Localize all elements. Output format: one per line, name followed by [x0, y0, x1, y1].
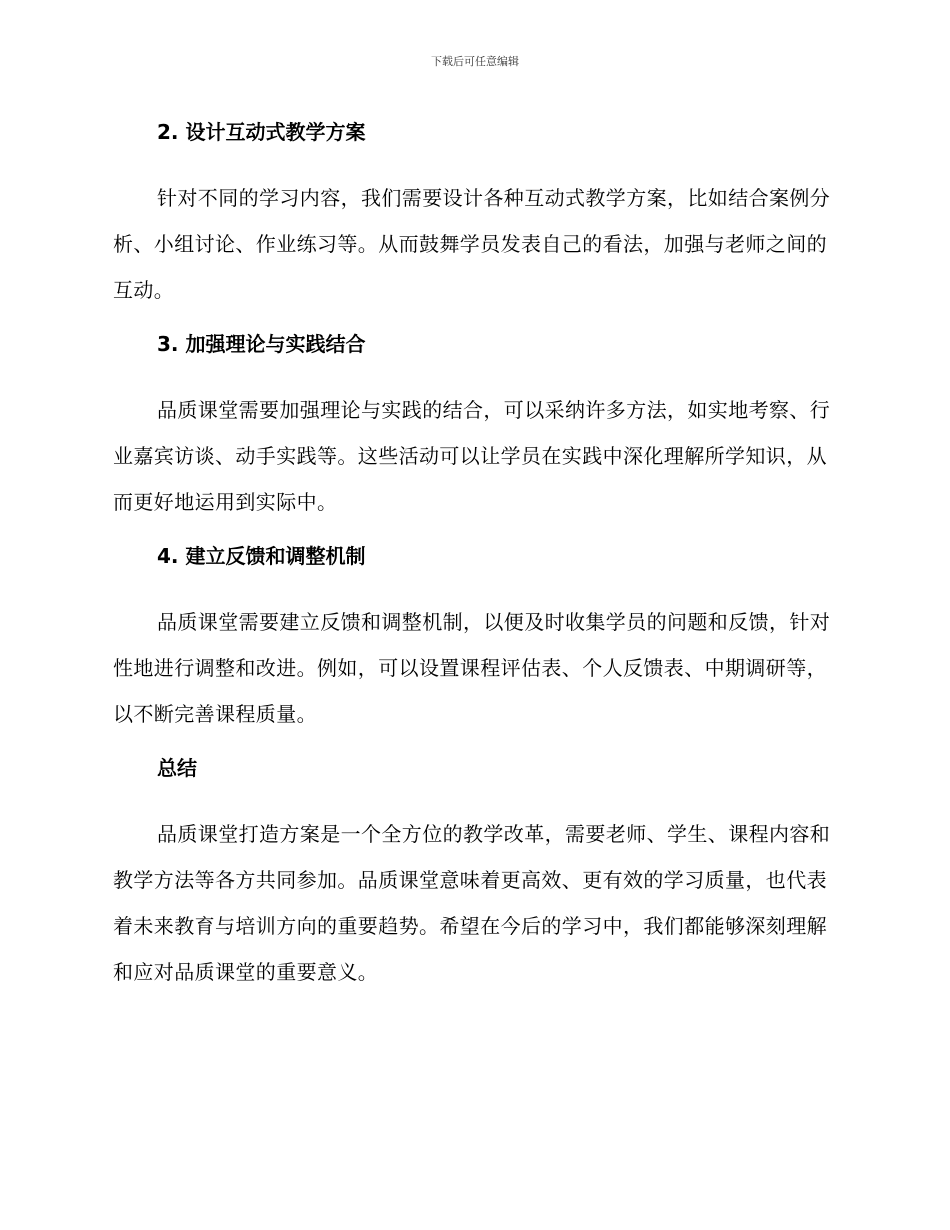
document-body: [113, 112, 833, 995]
section-body-feedback-mechanism: 品质课堂需要建立反馈和调整机制，以便及时收集学员的问题和反馈，针对性地进行调整和改进。例如，可以设置课程评估表、个人反馈表、中期调研等，以不断完善课程质量。: [113, 610, 831, 726]
section-body-summary: 品质课堂打造方案是一个全方位的教学改革，需要老师、学生、课程内容和教学方法等各方共同参加。品质课堂意味着更高效、更有效的学习质量，也代表着未来教育与培训方向的重要趋势。希望在今后的学习中，我们都能够深刻理解和应对品质课堂的重要意义。: [113, 822, 831, 984]
section-body-interactive-teaching: 针对不同的学习内容，我们需要设计各种互动式教学方案，比如结合案例分析、小组讨论、作业练习等。从而鼓舞学员发表自己的看法，加强与老师之间的互动。: [113, 186, 831, 302]
section-heading-summary: 总结: [157, 756, 197, 780]
section-heading-theory-practice: 3. 加强理论与实践结合: [157, 332, 366, 356]
section-body-theory-practice: 品质课堂需要加强理论与实践的结合，可以采纳许多方法，如实地考察、行业嘉宾访谈、动手实践等。这些活动可以让学员在实践中深化理解所学知识，从而更好地运用到实际中。: [113, 398, 831, 514]
section-heading-feedback-mechanism: 4. 建立反馈和调整机制: [157, 544, 366, 568]
section-heading-interactive-teaching: 2. 设计互动式教学方案: [157, 120, 366, 144]
page-header-note: 下载后可任意编辑: [431, 55, 519, 68]
